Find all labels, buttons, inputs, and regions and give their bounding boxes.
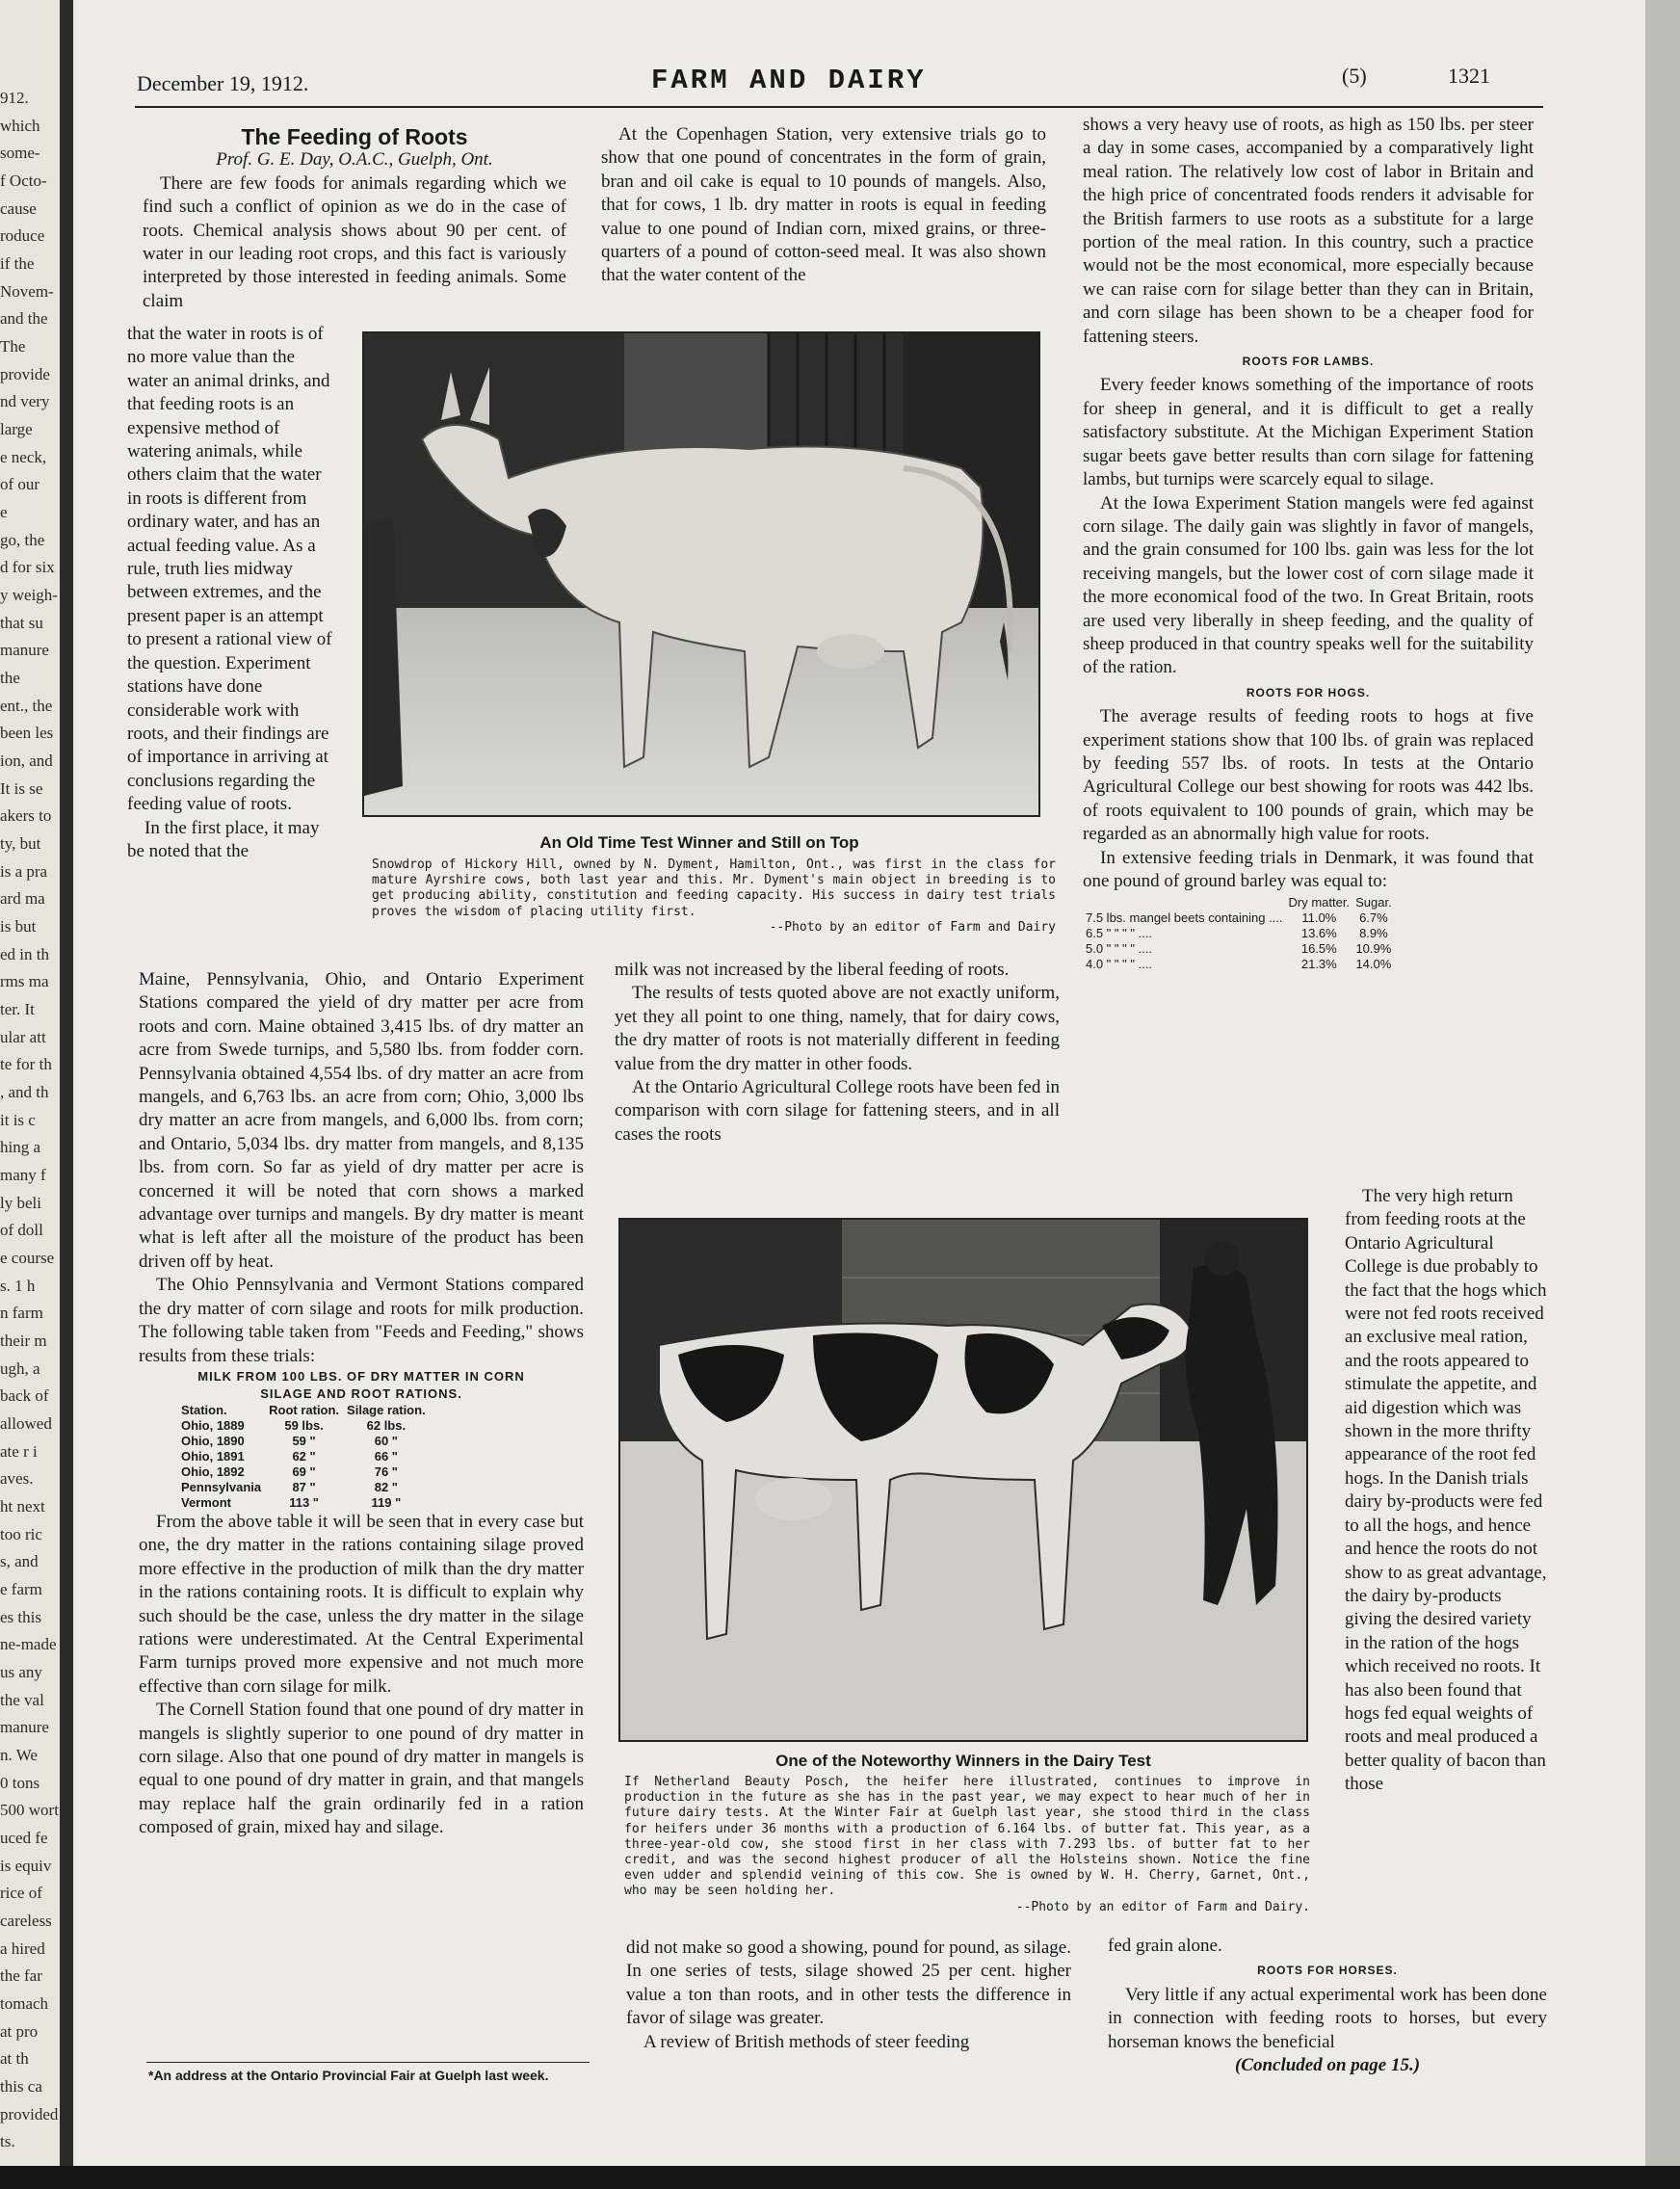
previous-page-line: 500 wort (0, 1801, 59, 1819)
page-right-edge (1645, 0, 1680, 2189)
milk-table-title: MILK FROM 100 LBS. OF DRY MATTER IN CORN (197, 1368, 525, 1384)
column-2-bottom (626, 1937, 1071, 2054)
previous-page-line: ard ma (0, 889, 45, 908)
previous-page-line: te for th (0, 1055, 52, 1073)
paragraph: At the Ontario Agricultural College roots have been fed in comparison with corn silage for fattening steers, and in all cases the roots (615, 1077, 1060, 1145)
caption-text: Snowdrop of Hickory Hill, owned by N. Dyment, Hamilton, Ont., was first in the class for mature Ayrshire cows, both last year and this. Mr. Dyment's main object in breeding is to get producing ability, constitution and feeding capacity. His success in dairy test trials proves the wisdom of placing utility first. (372, 857, 1056, 919)
previous-page-line: uced fe (0, 1829, 48, 1847)
paragraph: The very high return from feeding roots at the Ontario Agricultural College is due probably to the fact that the hogs which were not fed roots received an exclusive meal ration, and the roots appeared to stimulate the appetite, and aid digestion which was shown in the more thrifty appearance of the root fed hogs. In the Danish trials dairy by-products were fed to all the hogs, and hence and hence the roots do not show to as great advantage, the dairy by-products giving the desired variety in the ration of the hogs which received no roots. It has also been found that hogs fed equal weights of roots and meal produced a better quality of bacon than those (1345, 1186, 1547, 1795)
previous-page-edge (0, 0, 60, 2189)
previous-page-line: the val (0, 1691, 44, 1709)
previous-page-line: and the (0, 309, 48, 328)
previous-page-line: e farm (0, 1580, 42, 1598)
footnote-rule (146, 2062, 590, 2063)
previous-page-line: f Octo- (0, 171, 47, 190)
paragraph: A review of British methods of steer feeding (643, 2031, 970, 2052)
table-cell: Pennsylvania (181, 1479, 262, 1494)
paragraph: Every feeder knows something of the importance of roots for sheep in general, and it is difficult to get a really satisfactory substitute. At the Michigan Experiment Station sugar beets gave better results than corn silage for fattening lambs, but turnips were scarcely equal to silage. (1083, 375, 1534, 490)
table-cell: 4.0 " " " " .... (1086, 957, 1153, 972)
previous-page-line: many f (0, 1166, 46, 1184)
previous-page-line: us any (0, 1663, 42, 1681)
subhead-lambs: ROOTS FOR LAMBS. (1242, 355, 1375, 369)
previous-page-line: a hired (0, 1939, 45, 1958)
table-cell: 87 " (292, 1479, 316, 1494)
caption-text: If Netherland Beauty Posch, the heifer here illustrated, continues to improve in production in the future as she has in the past year, we may expect to hear much of her in future dairy tests. At the Winter Fair at Guelph last year, she stood third in the class for heifers under 36 months with a production of 6.164 lbs. of butter fat. This year, as a three-year-old cow, she stood first in her class with 7.293 lbs. of butter fat to her credit, and was the second highest producer of all the Holsteins shown. Notice the fine even udder and splendid veining of this cow. She is owned by W. H. Cherry, Garnet, Ont., who may be seen holding her. (624, 1775, 1310, 1899)
photo-credit: --Photo by an editor of Farm and Dairy (769, 919, 1056, 935)
table-header: Station. (181, 1402, 227, 1417)
table-header: Dry matter. (1288, 895, 1351, 910)
paragraph: The results of tests quoted above are not exactly uniform, yet they all point to one thing, namely, that for dairy cows, the dry matter of roots is not materially different in feeding value from the dry matter in other foods. (615, 983, 1060, 1074)
table-cell: 6.7% (1359, 910, 1388, 926)
previous-page-line: their m (0, 1332, 47, 1350)
previous-page-line: too ric (0, 1525, 42, 1543)
photo1-caption-title: An Old Time Test Winner and Still on Top (539, 833, 859, 852)
subhead-horses: ROOTS FOR HORSES. (1257, 1964, 1398, 1978)
previous-page-line: allowed (0, 1414, 52, 1433)
table-cell: 62 " (292, 1448, 316, 1464)
previous-page-line: ed in th (0, 945, 49, 963)
previous-page-line: ht next (0, 1497, 45, 1516)
column-3-top (1083, 114, 1534, 972)
paragraph: In extensive feeding trials in Denmark, it was found that one pound of ground barley was equal to: (1083, 847, 1534, 891)
milk-table-subtitle: SILAGE AND ROOT RATIONS. (260, 1385, 462, 1401)
table-row (177, 1495, 430, 1511)
subhead-hogs: ROOTS FOR HOGS. (1246, 685, 1371, 699)
paragraph: The Cornell Station found that one pound of dry matter in mangels is slightly superior to one pound of dry matter in corn silage. Also that one pound of dry matter in mangels is equal to one pound of dry matter in grain, and that mangels may replace half the grain ordinarily fed in a ration composed of grain, mixed hay and silage. (139, 1700, 584, 1838)
scan-bottom-border (0, 2166, 1680, 2189)
previous-page-line: The (0, 337, 26, 356)
table-row (1083, 926, 1395, 941)
previous-page-line: akers to (0, 806, 52, 825)
table-row (177, 1449, 430, 1464)
previous-page-line: tomach (0, 1994, 49, 2013)
table-row (1083, 957, 1395, 972)
paragraph: From the above table it will be seen that in every case but one, the dry matter in the rations containing silage proved more effective in the production of milk than the dry matter in the rations containing roots. It is difficult to explain why such should be the case, unless the dry matter in the silage rations were underestimated. At the Central Experimental Farm turnips proved more expensive and not much more effective than corn silage for milk. (139, 1511, 584, 1697)
previous-page-line: some- (0, 144, 40, 162)
column-2-top (601, 123, 1046, 288)
previous-page-line: of doll (0, 1221, 43, 1239)
previous-page-line: manure (0, 1718, 49, 1736)
photo-ayrshire-cow (362, 331, 1040, 817)
table-cell: 7.5 lbs. mangel beets containing .... (1086, 910, 1283, 926)
paragraph: fed grain alone. (1108, 1936, 1222, 1956)
previous-page-line: n farm (0, 1304, 43, 1322)
previous-page-line: it is c (0, 1111, 36, 1129)
previous-page-line: ty, but (0, 834, 41, 853)
table-cell: 62 lbs. (366, 1417, 407, 1433)
previous-page-line: rice of (0, 1884, 42, 1902)
photo1-caption (372, 857, 1056, 936)
previous-page-line: which (0, 117, 40, 135)
paragraph: The Ohio Pennsylvania and Vermont Stations compared the dry matter of corn silage and roots for milk production. The following table taken from "Feeds and Feeding," shows results from these trials: (139, 1275, 584, 1366)
previous-page-line: this ca (0, 2077, 42, 2096)
milk-table (177, 1403, 430, 1511)
photo-credit: --Photo by an editor of Farm and Dairy. (1015, 1899, 1310, 1914)
previous-page-line: s. 1 h (0, 1277, 36, 1295)
issue-date: December 19, 1912. (137, 71, 309, 95)
previous-page-line: go, the (0, 531, 45, 549)
holstein-heifer-illustration (620, 1220, 1306, 1740)
previous-page-line: ular att (0, 1028, 46, 1046)
photo2-caption-title: One of the Noteworthy Winners in the Dairy Test (775, 1752, 1151, 1770)
paragraph: At the Iowa Experiment Station mangels were fed against corn silage. The daily gain was slightly in favor of mangels, and the grain consumed for 100 lbs. gain was less for the lot receiving mangels, but the lower cost of corn silage made it the more economical food of the two. In Great Britain, roots are used very liberally in sheep feeding, and the quality of sheep produced in that country speaks well for the suitability of the ration. (1083, 492, 1534, 678)
previous-page-line: ate r i (0, 1442, 38, 1461)
previous-page-line: been les (0, 724, 54, 742)
paragraph: Maine, Pennsylvania, Ohio, and Ontario Experiment Stations compared the yield of dry matter per acre from roots and corn. Maine obtained 3,415 lbs. of dry matter an acre from Swede turnips, and 5,580 lbs. from fodder corn. Pennsylvania obtained 4,554 lbs. of dry matter an acre from mangels, and 6,763 lbs. an acre from corn; Ohio, 3,000 lbs dry matter an acre from mangels, and 6,000 lbs. from corn; and Ontario, 5,034 lbs. dry matter from mangels, and 8,135 lbs. from corn. So far as yield of dry matter per acre is concerned it will be noted that corn shows a marked advantage over turnips and mangels. By dry matter is meant what is left after all the moisture of the product has been driven off by heat. (139, 969, 584, 1272)
previous-page-line: es this (0, 1608, 41, 1626)
table-header: Root ration. (269, 1402, 340, 1417)
byline: Prof. G. E. Day, O.A.C., Guelph, Ont. (216, 149, 493, 171)
previous-page-line: ion, and (0, 752, 53, 770)
previous-page-line: s, and (0, 1552, 39, 1570)
previous-page-line: if the (0, 254, 35, 273)
previous-page-line: cause (0, 199, 37, 218)
previous-page-line: the far (0, 1966, 42, 1985)
table-cell: 14.0% (1355, 957, 1392, 972)
previous-page-line: y weigh- (0, 586, 58, 604)
section-number: (5) (1342, 64, 1367, 88)
ayrshire-cow-illustration (364, 333, 1038, 815)
previous-page-line: ly beli (0, 1194, 41, 1212)
table-cell: 113 " (289, 1494, 319, 1510)
masthead: FARM AND DAIRY (651, 65, 927, 96)
table-cell: 60 " (374, 1433, 398, 1448)
paragraph: The average results of feeding roots to hogs at five experiment stations show that 100 lbs. of grain was replaced by feeding 557 lbs. of roots. In tests at the Ontario Agricultural College our best showing for roots was 442 lbs. of roots equivalent to 100 pounds of grain, which may be regarded as an abnormally high value for roots. (1083, 706, 1534, 845)
column-3-narrow (1345, 1185, 1547, 1797)
previous-page-line: aves. (0, 1469, 34, 1488)
previous-page-line: d for six (0, 558, 55, 576)
table-cell: Ohio, 1892 (181, 1464, 245, 1479)
previous-page-line: It is se (0, 779, 43, 798)
table-cell: 59 lbs. (284, 1417, 324, 1433)
table-cell: 69 " (292, 1464, 316, 1479)
previous-page-line: 912. (0, 89, 29, 107)
previous-page-line: e (0, 503, 8, 521)
column-1-narrow (127, 323, 333, 863)
previous-page-line: ent., the (0, 697, 53, 715)
previous-page-line: rms ma (0, 972, 49, 990)
table-cell: Ohio, 1889 (181, 1417, 245, 1433)
previous-page-line: of our (0, 475, 40, 493)
table-row (177, 1434, 430, 1449)
table-cell: Vermont (181, 1494, 232, 1510)
previous-page-line: hing a (0, 1138, 41, 1156)
previous-page-line: nd very (0, 392, 50, 410)
previous-page-line: , and th (0, 1083, 49, 1101)
previous-page-line: ugh, a (0, 1359, 40, 1378)
column-2-middle (615, 959, 1060, 1147)
table-header (1083, 895, 1286, 910)
previous-page-line: large (0, 420, 33, 438)
table-cell: 16.5% (1300, 941, 1337, 957)
table-cell: 6.5 " " " " .... (1086, 926, 1153, 941)
table-cell: 11.0% (1301, 910, 1337, 926)
previous-page-line: 0 tons (0, 1774, 40, 1792)
previous-page-line: that su (0, 614, 43, 632)
previous-page-line: Novem- (0, 282, 54, 301)
photo-holstein-heifer (618, 1218, 1308, 1742)
paragraph: that the water in roots is of no more value than the water an animal drinks, and that feeding roots is an expensive method of watering animals, while others claim that the water in roots is different from ordinary water, and has an actual feeding value. As a rule, truth lies midway between extremes, and the present paper is an attempt to present a rational view of the question. Experiment stations have done considerable work with roots, and their findings are of importance in arriving at conclusions regarding the feeding value of roots. (127, 324, 332, 815)
column-1-bottom (139, 968, 584, 1840)
previous-page-line: provided (0, 2105, 59, 2123)
table-header: Silage ration. (347, 1402, 426, 1417)
column-3-bottom (1108, 1935, 1547, 2077)
table-cell: 59 " (292, 1433, 316, 1448)
table-cell: 82 " (374, 1479, 398, 1494)
table-row (177, 1480, 430, 1495)
mangel-table (1083, 895, 1395, 972)
continued-notice: (Concluded on page 15.) (1234, 2055, 1421, 2076)
table-cell: 5.0 " " " " .... (1086, 941, 1153, 957)
paragraph: shows a very heavy use of roots, as high as 150 lbs. per steer a day in some cases, accompanied by a comparatively light meal ration. The relatively low cost of labor in Britain and the high price of concentrated foods renders it advisable for the British farmers to use roots as a substitute for a large portion of the meal ration. In this country, such a practice would not be the most economical, more especially because we can raise corn for silage better than they can in Britain, and corn silage has been shown to be a cheaper food for fattening steers. (1083, 115, 1534, 347)
binding-gutter (60, 0, 73, 2189)
previous-page-line: back of (0, 1386, 49, 1405)
paragraph: Very little if any actual experimental work has been done in connection with feeding roots to horses, but every horseman knows the beneficial (1108, 1984, 1547, 2052)
previous-page-line: is but (0, 917, 37, 936)
table-row (1083, 910, 1395, 926)
page-number: 1321 (1448, 64, 1490, 88)
previous-page-line: is equiv (0, 1857, 52, 1875)
previous-page-line: n. We (0, 1746, 38, 1764)
table-cell: 8.9% (1359, 926, 1388, 941)
previous-page-line: ts. (0, 2132, 15, 2150)
table-row (177, 1464, 430, 1480)
paragraph: In the first place, it may be noted that the (127, 817, 320, 861)
previous-page-line: the (0, 669, 20, 687)
table-cell: 66 " (374, 1448, 398, 1464)
table-cell: Ohio, 1890 (181, 1433, 245, 1448)
table-row (177, 1418, 430, 1434)
paragraph: There are few foods for animals regarding which we find such a conflict of opinion as we do in the case of roots. Chemical analysis shows about 90 per cent. of water in our leading root crops, and this fact is variously interpreted by those interested in feeding animals. Some claim (143, 172, 566, 311)
previous-page-line: at pro (0, 2022, 39, 2041)
table-cell: 10.9% (1355, 941, 1392, 957)
table-cell: 13.6% (1300, 926, 1337, 941)
photo2-caption (624, 1775, 1310, 1915)
previous-page-line: ter. It (0, 1000, 35, 1018)
table-cell: 76 " (374, 1464, 398, 1479)
previous-page-line: careless (0, 1912, 52, 1930)
table-header-row (177, 1403, 430, 1418)
previous-page-line: at th (0, 2049, 29, 2068)
table-cell: 119 " (371, 1494, 402, 1510)
table-cell: Ohio, 1891 (181, 1448, 245, 1464)
column-1-top (143, 125, 566, 313)
table-header: Sugar. (1355, 895, 1392, 910)
previous-page-line: provide (0, 365, 50, 383)
table-cell: 21.3% (1300, 957, 1337, 972)
table-header-row (1083, 895, 1395, 910)
paragraph: milk was not increased by the liberal feeding of roots. (615, 960, 1010, 980)
table-row (1083, 941, 1395, 957)
previous-page-line: roduce (0, 226, 45, 245)
previous-page-line: ne-made (0, 1635, 57, 1653)
previous-page-line: manure (0, 641, 49, 659)
footnote: *An address at the Ontario Provincial Fair at Guelph last week. (148, 2068, 549, 2083)
header-rule (135, 106, 1543, 108)
previous-page-line: e neck, (0, 448, 47, 466)
article-title: The Feeding of Roots (241, 124, 468, 149)
paragraph: did not make so good a showing, pound for pound, as silage. In one series of tests, silage showed 25 per cent. higher value a ton than roots, and in other tests the difference in favor of silage was greater. (626, 1938, 1071, 2029)
previous-page-line: e course (0, 1249, 55, 1267)
paragraph: At the Copenhagen Station, very extensive trials go to show that one pound of concentrates in the form of grain, bran and oil cake is equal to 10 pounds of mangels. Also, that for cows, 1 lb. dry matter in roots is equal in feeding value to one pound of Indian corn, mixed grains, or three-quarters of a pound of cotton-seed meal. It was also shown that the water content of the (601, 124, 1046, 286)
previous-page-line: is a pra (0, 862, 48, 881)
